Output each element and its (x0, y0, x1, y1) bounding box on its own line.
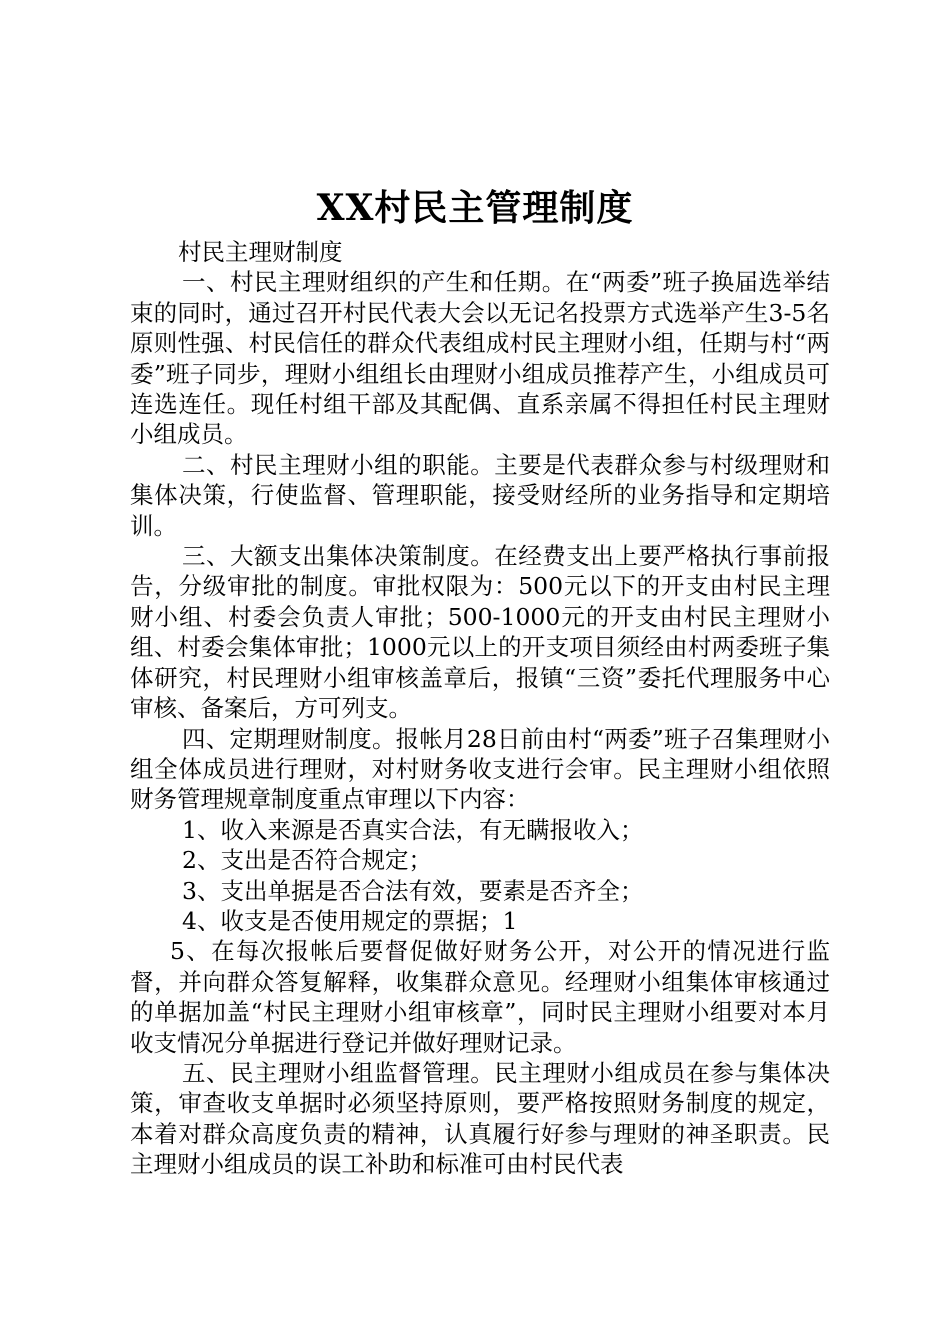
document-title: XX村民主管理制度 (316, 187, 634, 229)
paragraph-5: 五、民主理财小组监督管理。民主理财小组成员在参与集体决策，审查收支单据时必须坚持原则，要严格按照财务制度的规定，本着对群众高度负责的精神，认真履行好参与理财的神圣职责。民主理财小组成员的误工补助和标准可由村民代表 (130, 1058, 830, 1179)
list-item-1: 1、收入来源是否真实合法，有无瞒报收入； (182, 815, 644, 844)
list-item-3: 3、支出单据是否合法有效，要素是否齐全； (182, 876, 644, 905)
paragraph-2: 二、村民主理财小组的职能。主要是代表群众参与村级理财和集体决策，行使监督、管理职能，接受财经所的业务指导和定期培训。 (130, 450, 830, 540)
list-item-5: 5、在每次报帐后要督促做好财务公开，对公开的情况进行监督，并向群众答复解释，收集群众意见。经理财小组集体审核通过的单据加盖“村民主理财小组审核章”，同时民主理财小组要对本月收支情况分单据进行登记并做好理财记录。 (130, 937, 830, 1057)
paragraph-3: 三、大额支出集体决策制度。在经费支出上要严格执行事前报告，分级审批的制度。审批权限为：500元以下的开支由村民主理财小组、村委会负责人审批；500-1000元的开支由村民主理财小组、村委会集体审批；1000元以上的开支项目须经由村两委班子集体研究，村民理财小组审核盖章后，报镇“三资”委托代理服务中心审核、备案后，方可列支。 (130, 542, 830, 723)
list-item-2: 2、支出是否符合规定； (182, 846, 432, 875)
list-item-4: 4、收支是否使用规定的票据；1 (182, 906, 518, 935)
section-heading: 村民主理财制度 (178, 238, 343, 266)
document-body (130, 237, 830, 1180)
paragraph-1: 一、村民主理财组织的产生和任期。在“两委”班子换届选举结束的同时，通过召开村民代表大会以无记名投票方式选举产生3-5名原则性强、村民信任的群众代表组成村民主理财小组，任期与村“两委”班子同步，理财小组组长由理财小组成员推荐产生，小组成员可连选连任。现任村组干部及其配偶、直系亲属不得担任村民主理财小组成员。 (130, 268, 830, 449)
paragraph-4: 四、定期理财制度。报帐月28日前由村“两委”班子召集理财小组全体成员进行理财，对村财务收支进行会审。民主理财小组依照财务管理规章制度重点审理以下内容： (130, 724, 830, 814)
